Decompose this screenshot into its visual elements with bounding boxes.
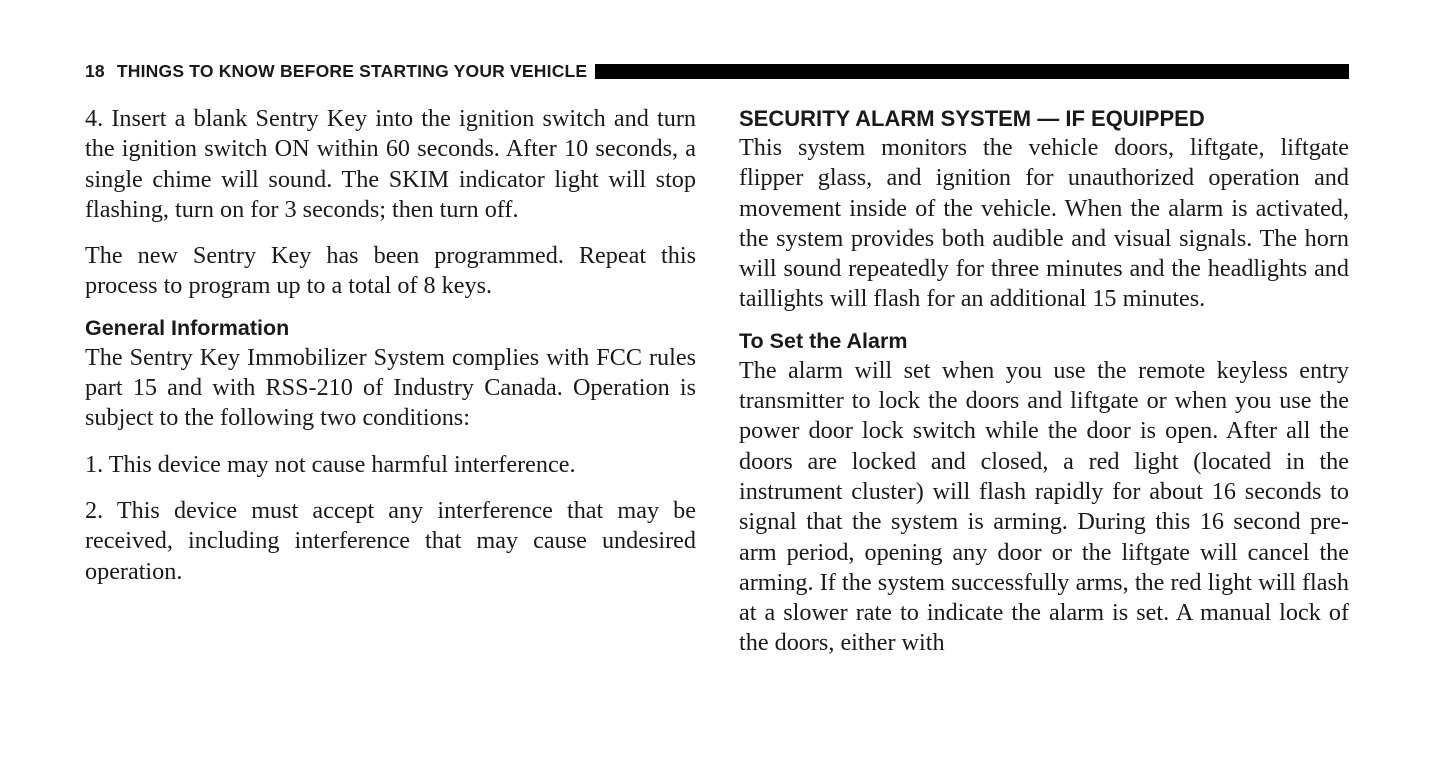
general-information-heading: General Information [85,315,290,340]
set-alarm-paragraph: The alarm will set when you use the remote keyless entry transmitter to lock the doors and liftgate or when you use the power door lock switch while the door is open. After all the doors are locked and closed, a red light (located in the instrument cluster) will flash rapidly for about 16 seconds to signal that the system is arming. During this 16 second pre-arm period, opening any door or the liftgate will cancel the arming. If the system successfully arms, the red light will flash at a slower rate to indicate the alarm is set. A manual lock of the doors, either with [739,356,1349,657]
header-rule [595,64,1349,79]
condition-2-paragraph: 2. This device must accept any interference that may be received, including interference that may cause undesired operation. [85,496,696,585]
right-column [739,104,1349,659]
chapter-title: THINGS TO KNOW BEFORE STARTING YOUR VEHICLE [116,60,588,81]
left-column [85,104,696,587]
programmed-paragraph: The new Sentry Key has been programmed. Repeat this process to program up to a total of 8 keys. [85,242,696,300]
general-information-paragraph: The Sentry Key Immobilizer System complies with FCC rules part 15 and with RSS-210 of Industry Canada. Operation is subject to the following two conditions: [85,343,696,432]
security-alarm-heading: SECURITY ALARM SYSTEM — IF EQUIPPED [739,106,1205,131]
set-alarm-heading: To Set the Alarm [739,328,908,353]
page-header [85,59,1349,83]
step-4-paragraph: 4. Insert a blank Sentry Key into the ignition switch and turn the ignition switch ON within 60 seconds. After 10 seconds, a single chime will sound. The SKIM indicator light will stop flashing, turn on for 3 seconds; then turn off. [85,105,696,223]
page-number: 18 [85,60,105,81]
security-alarm-paragraph: This system monitors the vehicle doors, liftgate, liftgate flipper glass, and ignition for unauthorized operation and movement inside of the vehicle. When the alarm is activated, the system provides both audible and visual signals. The horn will sound repeatedly for three minutes and the headlights and taillights will flash for an additional 15 minutes. [739,134,1349,313]
condition-1-paragraph: 1. This device may not cause harmful interference. [85,450,576,478]
